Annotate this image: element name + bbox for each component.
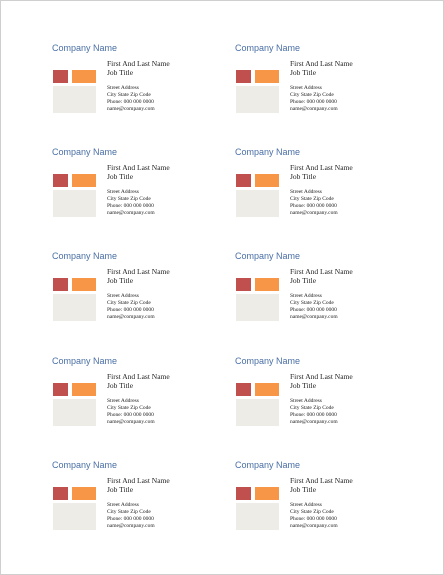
street-address: Street Address [290, 85, 322, 91]
logo-red-square [236, 174, 251, 187]
contact-block [107, 502, 155, 530]
person-name: First And Last Name [290, 372, 353, 381]
business-card[interactable] [52, 356, 222, 438]
company-name: Company Name [235, 43, 301, 53]
logo-block [236, 383, 279, 426]
city-state-zip: City State Zip Code [290, 405, 334, 411]
company-name: Company Name [52, 43, 118, 53]
logo-red-square [53, 278, 68, 291]
company-name: Company Name [235, 356, 301, 366]
email-address: name@company.com [290, 523, 338, 529]
logo-orange-bar [72, 70, 96, 83]
company-name: Company Name [235, 251, 301, 261]
city-state-zip: City State Zip Code [290, 300, 334, 306]
city-state-zip: City State Zip Code [290, 509, 334, 515]
company-name: Company Name [235, 460, 301, 470]
phone-number: Phone: 000 000 0000 [107, 307, 154, 313]
logo-block [53, 487, 96, 530]
street-address: Street Address [290, 189, 322, 195]
email-address: name@company.com [107, 210, 155, 216]
logo-red-square [236, 487, 251, 500]
business-card[interactable] [235, 43, 405, 125]
logo-orange-bar [255, 174, 279, 187]
logo-red-square [53, 70, 68, 83]
logo-red-square [236, 278, 251, 291]
street-address: Street Address [290, 293, 322, 299]
logo-grey-panel [53, 190, 96, 217]
email-address: name@company.com [107, 314, 155, 320]
business-card[interactable] [235, 251, 405, 333]
phone-number: Phone: 000 000 0000 [290, 99, 337, 105]
logo-grey-panel [53, 294, 96, 321]
logo-grey-panel [53, 86, 96, 113]
logo-orange-bar [255, 487, 279, 500]
business-card[interactable] [235, 356, 405, 438]
email-address: name@company.com [290, 314, 338, 320]
contact-block [107, 85, 155, 113]
logo-red-square [53, 174, 68, 187]
person-name: First And Last Name [107, 59, 170, 68]
contact-block [290, 502, 338, 530]
logo-block [236, 278, 279, 321]
company-name: Company Name [52, 460, 118, 470]
street-address: Street Address [107, 502, 139, 508]
logo-orange-bar [72, 278, 96, 291]
email-address: name@company.com [107, 523, 155, 529]
job-title: Job Title [107, 68, 134, 77]
logo-red-square [236, 70, 251, 83]
job-title: Job Title [290, 68, 317, 77]
business-card[interactable] [52, 460, 222, 542]
logo-orange-bar [72, 487, 96, 500]
job-title: Job Title [290, 381, 317, 390]
logo-orange-bar [255, 70, 279, 83]
logo-red-square [53, 487, 68, 500]
person-name: First And Last Name [107, 372, 170, 381]
logo-orange-bar [255, 278, 279, 291]
person-name: First And Last Name [290, 476, 353, 485]
company-name: Company Name [235, 147, 301, 157]
street-address: Street Address [107, 398, 139, 404]
company-name: Company Name [52, 147, 118, 157]
logo-grey-panel [236, 190, 279, 217]
person-name: First And Last Name [290, 267, 353, 276]
phone-number: Phone: 000 000 0000 [290, 412, 337, 418]
contact-block [107, 398, 155, 426]
city-state-zip: City State Zip Code [107, 509, 151, 515]
street-address: Street Address [290, 502, 322, 508]
logo-red-square [53, 383, 68, 396]
company-name: Company Name [52, 251, 118, 261]
email-address: name@company.com [290, 419, 338, 425]
phone-number: Phone: 000 000 0000 [290, 307, 337, 313]
person-name: First And Last Name [290, 163, 353, 172]
logo-grey-panel [53, 503, 96, 530]
phone-number: Phone: 000 000 0000 [290, 203, 337, 209]
phone-number: Phone: 000 000 0000 [290, 516, 337, 522]
contact-block [107, 189, 155, 217]
street-address: Street Address [107, 85, 139, 91]
logo-grey-panel [236, 86, 279, 113]
contact-block [107, 293, 155, 321]
city-state-zip: City State Zip Code [107, 92, 151, 98]
city-state-zip: City State Zip Code [107, 405, 151, 411]
phone-number: Phone: 000 000 0000 [107, 412, 154, 418]
job-title: Job Title [107, 276, 134, 285]
company-name: Company Name [52, 356, 118, 366]
phone-number: Phone: 000 000 0000 [107, 99, 154, 105]
logo-block [236, 487, 279, 530]
email-address: name@company.com [290, 106, 338, 112]
logo-block [53, 278, 96, 321]
contact-block [290, 398, 338, 426]
contact-block [290, 293, 338, 321]
phone-number: Phone: 000 000 0000 [107, 203, 154, 209]
logo-block [236, 70, 279, 113]
person-name: First And Last Name [107, 476, 170, 485]
city-state-zip: City State Zip Code [107, 196, 151, 202]
job-title: Job Title [107, 485, 134, 494]
job-title: Job Title [107, 381, 134, 390]
business-card[interactable] [52, 147, 222, 229]
business-card[interactable] [52, 43, 222, 125]
person-name: First And Last Name [290, 59, 353, 68]
job-title: Job Title [290, 276, 317, 285]
email-address: name@company.com [290, 210, 338, 216]
job-title: Job Title [107, 172, 134, 181]
person-name: First And Last Name [107, 267, 170, 276]
logo-grey-panel [236, 294, 279, 321]
business-card[interactable] [235, 460, 405, 542]
logo-orange-bar [255, 383, 279, 396]
job-title: Job Title [290, 172, 317, 181]
email-address: name@company.com [107, 106, 155, 112]
business-card[interactable] [235, 147, 405, 229]
business-card[interactable] [52, 251, 222, 333]
city-state-zip: City State Zip Code [290, 196, 334, 202]
email-address: name@company.com [107, 419, 155, 425]
person-name: First And Last Name [107, 163, 170, 172]
logo-orange-bar [72, 174, 96, 187]
logo-grey-panel [236, 399, 279, 426]
street-address: Street Address [107, 189, 139, 195]
logo-block [53, 383, 96, 426]
street-address: Street Address [107, 293, 139, 299]
logo-orange-bar [72, 383, 96, 396]
logo-red-square [236, 383, 251, 396]
street-address: Street Address [290, 398, 322, 404]
contact-block [290, 85, 338, 113]
logo-block [236, 174, 279, 217]
logo-grey-panel [236, 503, 279, 530]
logo-block [53, 70, 96, 113]
job-title: Job Title [290, 485, 317, 494]
city-state-zip: City State Zip Code [290, 92, 334, 98]
phone-number: Phone: 000 000 0000 [107, 516, 154, 522]
contact-block [290, 189, 338, 217]
logo-grey-panel [53, 399, 96, 426]
city-state-zip: City State Zip Code [107, 300, 151, 306]
logo-block [53, 174, 96, 217]
